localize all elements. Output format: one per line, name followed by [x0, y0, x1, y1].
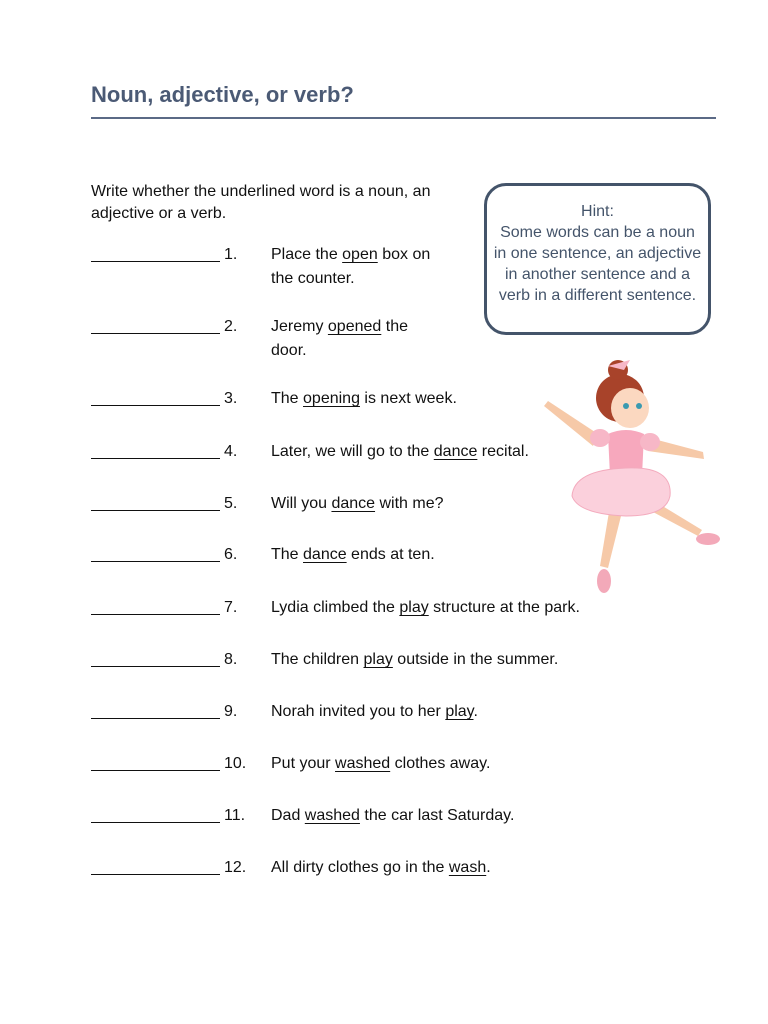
question-number: 9. [224, 703, 238, 720]
answer-blank[interactable] [91, 856, 220, 875]
underlined-word: washed [304, 807, 360, 824]
underlined-word: open [342, 246, 378, 263]
sentence-after: with me? [375, 495, 444, 512]
question-number: 6. [224, 546, 238, 563]
page-title: Noun, adjective, or verb? [91, 82, 354, 107]
sentence-before: The children [271, 651, 364, 668]
question-number: 10. [224, 755, 247, 772]
sentence-after: the door. [271, 318, 408, 359]
question-sentence [271, 752, 651, 776]
sentence-before: The [271, 390, 304, 407]
sentence-after: recital. [477, 443, 529, 460]
question-number: 2. [224, 318, 238, 335]
answer-blank[interactable] [91, 804, 220, 823]
answer-blank[interactable] [91, 492, 220, 511]
answer-blank[interactable] [91, 440, 220, 459]
sentence-before: Later, we will go to the [271, 443, 434, 460]
answer-blank[interactable] [91, 387, 220, 406]
question-number: 4. [224, 443, 238, 460]
answer-blank[interactable] [91, 648, 220, 667]
answer-blank[interactable] [91, 700, 220, 719]
hint-text: Some words can be a noun in one sentence, an adjective in another sentence and a verb in a different sentence. [493, 224, 702, 304]
ballerina-illustration [538, 356, 723, 596]
underlined-word: wash [448, 859, 487, 876]
sentence-before: Norah invited you to her [271, 703, 446, 720]
question-sentence [271, 856, 651, 880]
underlined-word: play [399, 599, 429, 616]
question-number: 5. [224, 495, 238, 512]
question-number: 11. [224, 807, 246, 824]
sentence-after: outside in the summer. [392, 651, 559, 668]
answer-blank[interactable] [91, 243, 220, 262]
underlined-word: dance [303, 546, 347, 563]
question-number: 8. [224, 651, 238, 668]
hint-heading: Hint: [581, 203, 614, 220]
question-sentence [271, 700, 651, 724]
hint-box [484, 183, 711, 335]
sentence-after: the car last Saturday. [359, 807, 515, 824]
question-number: 3. [224, 390, 238, 407]
sentence-after: structure at the park. [428, 599, 580, 616]
underlined-word: opening [303, 390, 360, 407]
sentence-before: Jeremy [271, 318, 328, 335]
sentence-after: is next week. [359, 390, 457, 407]
question-sentence [271, 315, 431, 363]
question-number: 12. [224, 859, 247, 876]
sentence-after: . [473, 703, 478, 720]
sentence-after: clothes away. [390, 755, 491, 772]
sentence-before: Put your [271, 755, 336, 772]
underlined-word: dance [433, 443, 478, 460]
sentence-before: Dad [271, 807, 305, 824]
question-sentence [271, 648, 651, 672]
sentence-before: Lydia climbed the [271, 599, 400, 616]
question-sentence [271, 804, 651, 828]
answer-blank[interactable] [91, 752, 220, 771]
title-divider [91, 117, 716, 119]
sentence-after: box on the counter. [271, 246, 431, 287]
question-sentence [271, 243, 431, 291]
sentence-before: All dirty clothes go in the [271, 859, 449, 876]
underlined-word: play [363, 651, 393, 668]
underlined-word: dance [331, 495, 376, 512]
sentence-after: ends at ten. [346, 546, 435, 563]
underlined-word: washed [335, 755, 391, 772]
question-number: 1. [224, 246, 238, 263]
sentence-after: . [486, 859, 491, 876]
underlined-word: play [445, 703, 474, 720]
sentence-before: Place the [271, 246, 343, 263]
answer-blank[interactable] [91, 315, 220, 334]
question-sentence [271, 596, 651, 620]
sentence-before: Will you [271, 495, 332, 512]
instructions: Write whether the underlined word is a noun, an adjective or a verb. [91, 183, 431, 222]
sentence-before: The [271, 546, 304, 563]
question-number: 7. [224, 599, 238, 616]
answer-blank[interactable] [91, 596, 220, 615]
underlined-word: opened [327, 318, 382, 335]
answer-blank[interactable] [91, 543, 220, 562]
